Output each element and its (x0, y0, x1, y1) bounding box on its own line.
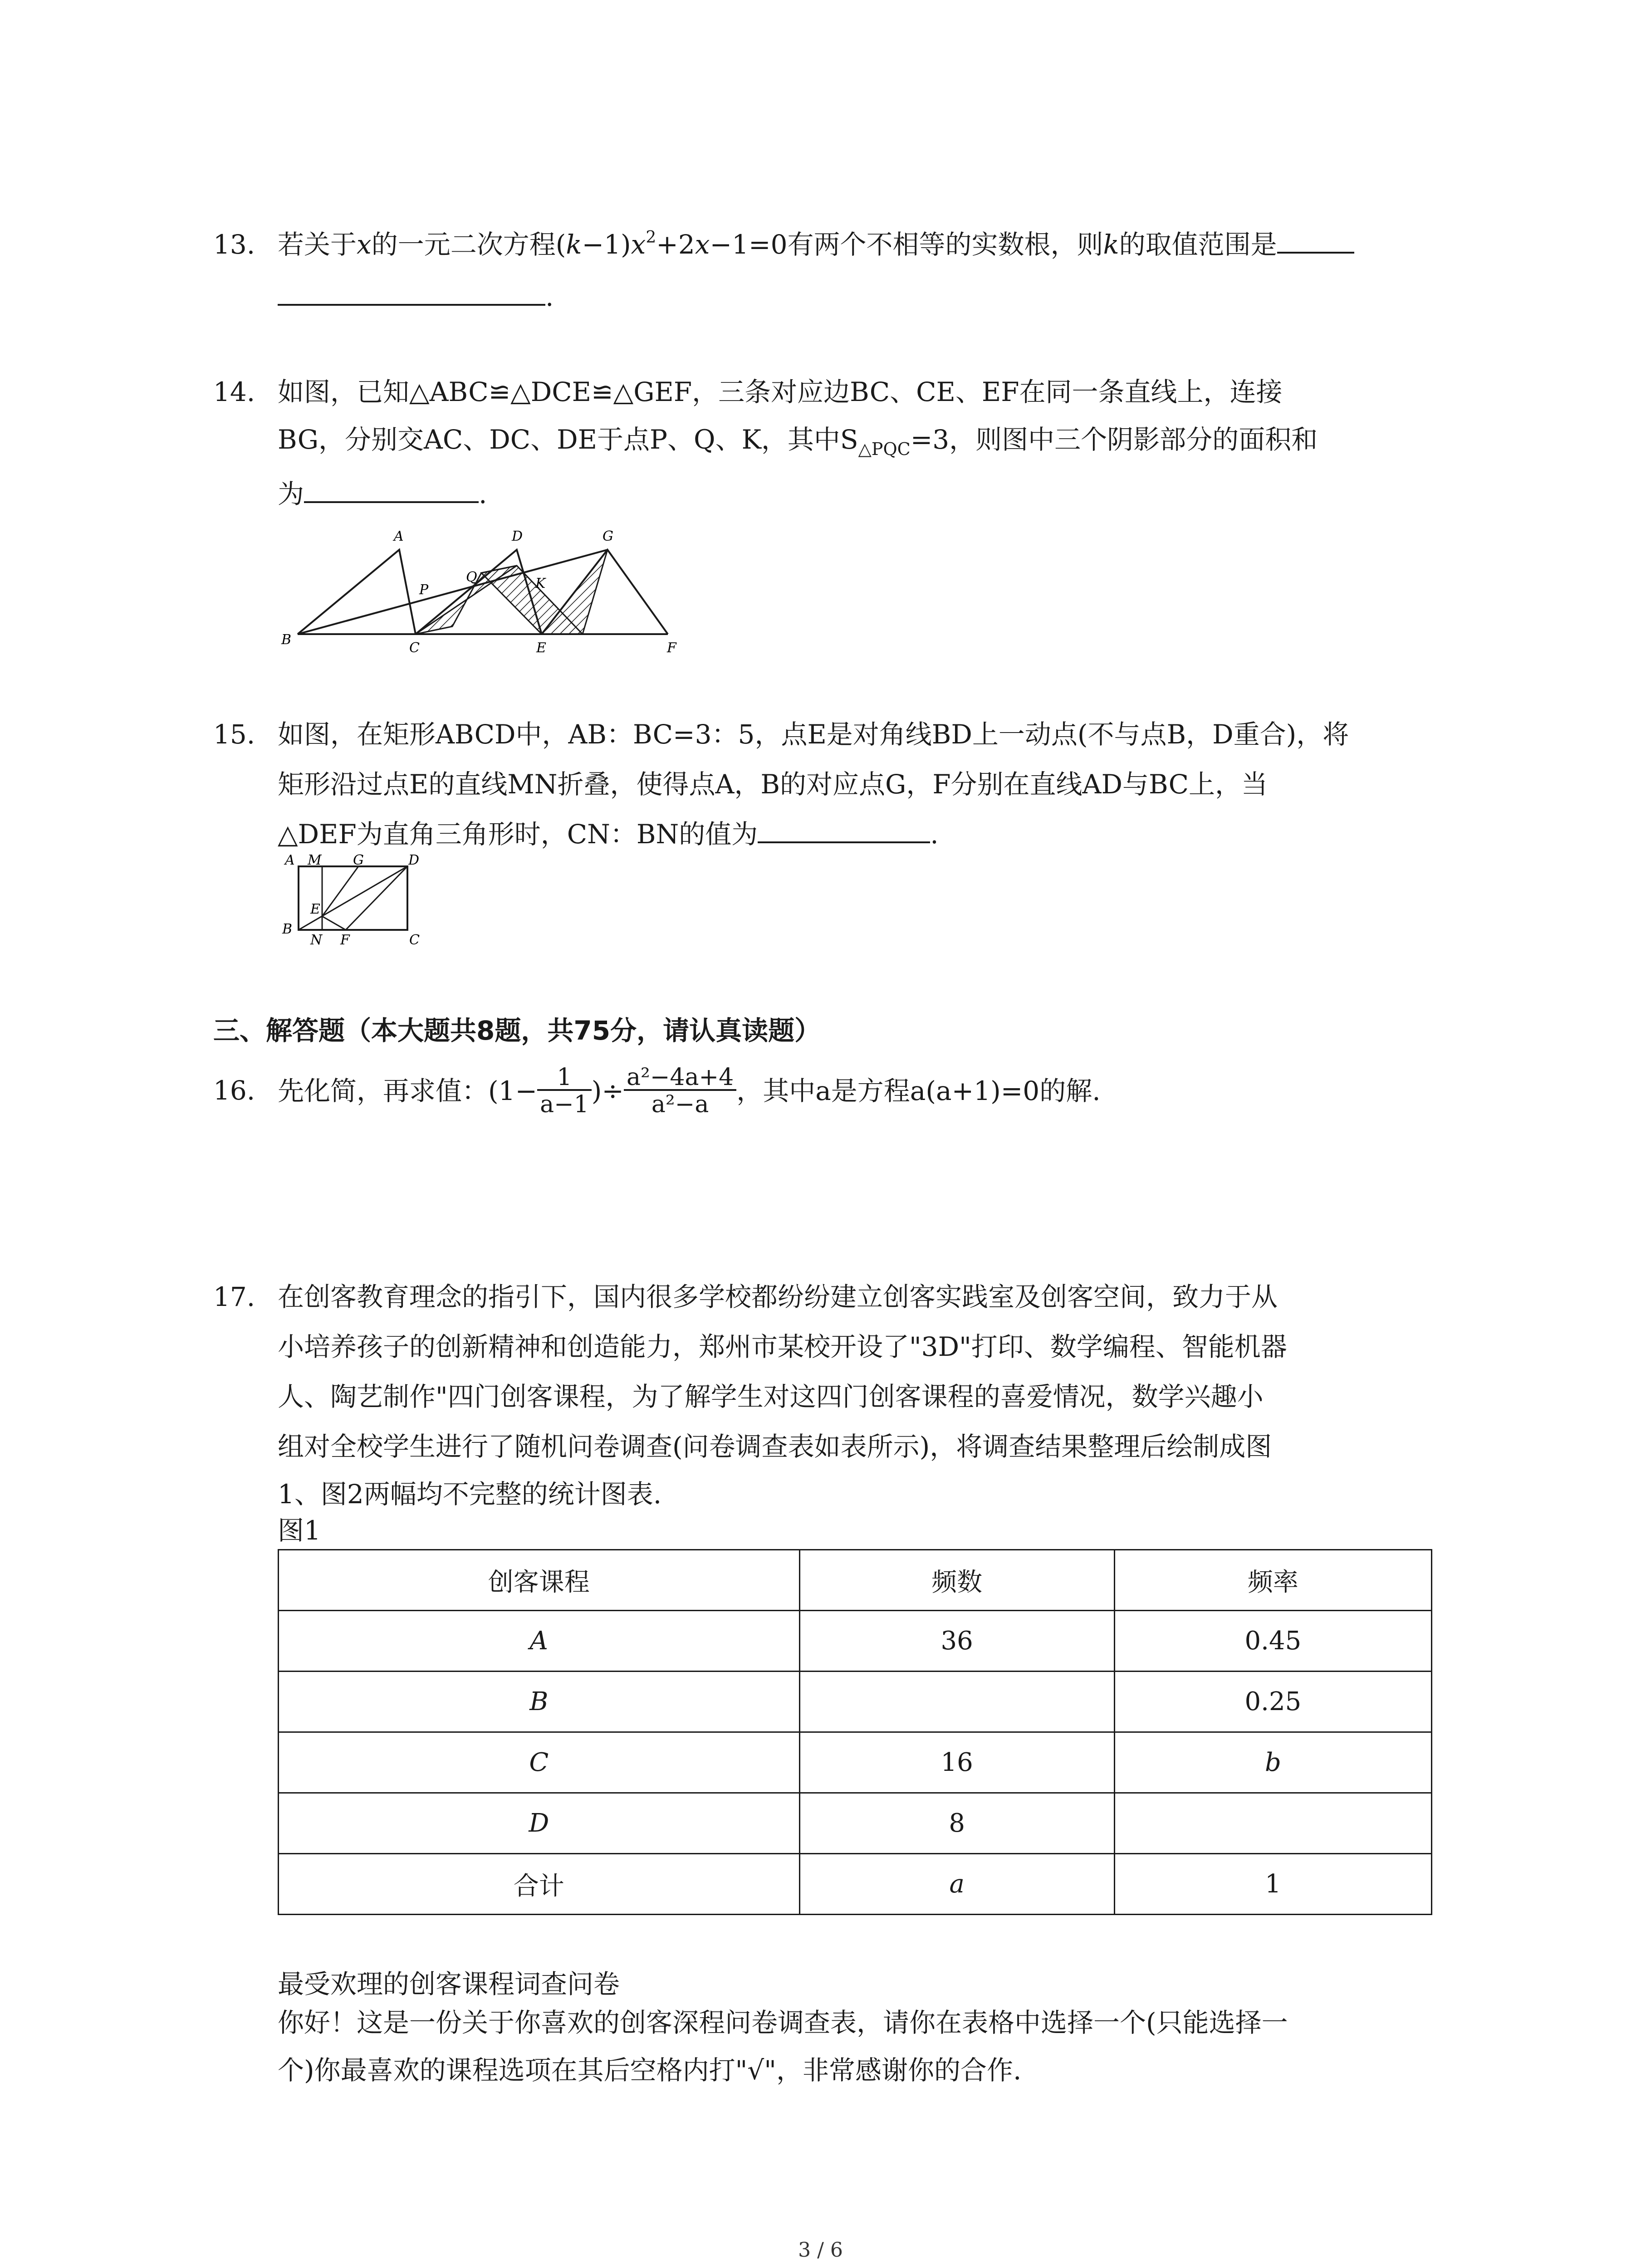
survey-title: 最受欢理的创客课程词查问卷 (278, 1969, 620, 1999)
table-header-row (279, 1550, 1432, 1611)
q16-fraction-1-numerator: 1 (557, 1064, 572, 1091)
fig-label-m: M (308, 853, 322, 868)
table-cell: C (279, 1732, 800, 1793)
q17-line4: 组对全校学生进行了随机问卷调查(问卷调查表如表所示)，将调查结果整理后绘制成图 (278, 1431, 1272, 1462)
table-cell: a (799, 1854, 1114, 1915)
table-header-cell: 频数 (799, 1550, 1114, 1611)
fig-label-f: F (340, 932, 350, 948)
frequency-table (278, 1549, 1432, 1915)
q15-rectangle-figure (272, 853, 436, 948)
table-header-cell: 创客课程 (279, 1550, 800, 1611)
fig-label-c: C (409, 640, 420, 656)
table-cell: 16 (799, 1732, 1114, 1793)
q13-exponent: 2 (646, 228, 656, 247)
q16-line (278, 1059, 1101, 1123)
triangle-abc (298, 550, 416, 634)
table-cell: 0.45 (1114, 1611, 1431, 1672)
fig-label-g: G (353, 853, 364, 868)
table-cell: D (279, 1793, 800, 1854)
table-cell: b (1114, 1732, 1431, 1793)
fig-label-n: N (310, 932, 323, 948)
q14-subscript: △PQC (858, 439, 911, 459)
q15-number: 15. (213, 719, 255, 750)
q13-var: k (566, 229, 582, 260)
q14-text: BG，分别交AC、DC、DE于点P、Q、K，其中S (278, 424, 858, 455)
q13-answer-blank-cont (278, 304, 545, 306)
fig-label-c: C (409, 932, 420, 948)
table-row (279, 1732, 1432, 1793)
q17-figure-label: 图1 (278, 1515, 321, 1546)
q15-period: . (930, 819, 939, 850)
q15-line2: 矩形沿过点E的直线MN折叠，使得点A，B的对应点G，F分别在直线AD与BC上，当 (278, 769, 1268, 800)
q13-text: −1=0有两个不相等的实数根，则 (710, 229, 1103, 260)
q16-fraction-1-denominator: a−1 (537, 1089, 592, 1116)
fig-label-g: G (603, 528, 613, 544)
diagonal-bd (299, 866, 407, 930)
fig-label-b: B (282, 921, 293, 937)
q13-line2 (278, 281, 554, 312)
q13-number: 13. (213, 229, 255, 260)
table-cell: A (279, 1611, 800, 1672)
q14-line2 (278, 424, 1318, 459)
q14-line3 (278, 481, 487, 507)
fig-label-d: D (512, 528, 523, 544)
q14-line1: 如图，已知△ABC≌△DCE≌△GEF，三条对应边BC、CE、EF在同一条直线上，连接 (278, 376, 1283, 407)
q14-triangle-figure (268, 513, 703, 662)
q16-fraction-2-numerator: a²−4a+4 (627, 1064, 734, 1091)
q15-line1: 如图，在矩形ABCD中，AB：BC=3：5，点E是对角线BD上一动点(不与点B，D重合)，将 (278, 719, 1349, 750)
q17-line5: 1、图2两幅均不完整的统计图表. (278, 1479, 662, 1510)
q16-fraction-2-denominator: a²−a (624, 1089, 736, 1116)
q17-line2: 小培养孩子的创新精神和创造能力，郑州市某校开设了"3D"打印、数学编程、智能机器 (278, 1331, 1287, 1362)
table-row (279, 1672, 1432, 1732)
q15-text: △DEF为直角三角形时，CN：BN的值为 (278, 819, 758, 850)
table-cell: 1 (1114, 1854, 1431, 1915)
fig-label-d: D (408, 853, 420, 868)
fig-label-e: E (536, 640, 546, 656)
table-cell: 36 (799, 1611, 1114, 1672)
page-number: 3 / 6 (798, 2239, 843, 2262)
table-cell: 合计 (279, 1854, 800, 1915)
q13-var: k (1103, 229, 1119, 260)
q15-line3 (278, 819, 939, 850)
q13-answer-blank (1277, 252, 1354, 254)
table-row (279, 1611, 1432, 1672)
q15-answer-blank (758, 841, 930, 843)
q13-text: 若关于 (278, 229, 357, 260)
fig-label-f: F (667, 640, 676, 656)
q16-text: )÷ (591, 1075, 624, 1106)
q13-text: 的取值范围是 (1119, 229, 1277, 260)
table-row (279, 1793, 1432, 1854)
segment-ef (322, 916, 346, 930)
table-cell: 0.25 (1114, 1672, 1431, 1732)
q17-number: 17. (213, 1281, 255, 1312)
table-header-cell: 频率 (1114, 1550, 1431, 1611)
q13-text: −1) (582, 229, 631, 260)
q13-var: x (695, 229, 710, 260)
fig-label-a: A (394, 528, 404, 544)
q16-text: ，其中a是方程a(a+1)=0的解. (736, 1075, 1101, 1106)
table-cell (1114, 1793, 1431, 1854)
section-heading: 三、解答题（本大题共8题，共75分，请认真读题） (213, 1015, 821, 1046)
table-cell: B (279, 1672, 800, 1732)
fig-label-b: B (281, 632, 292, 648)
q13-text: 的一元二次方程( (371, 229, 566, 260)
q14-answer-blank (304, 501, 479, 503)
q17-line1: 在创客教育理念的指引下，国内很多学校都纷纷建立创客实践室及创客空间，致力于从 (278, 1281, 1278, 1312)
survey-line2: 个)你最喜欢的课程选项在其后空格内打"√"，非常感谢你的合作. (278, 2055, 1022, 2086)
fig-label-q: Q (466, 569, 477, 585)
q14-text: =3，则图中三个阴影部分的面积和 (910, 424, 1318, 455)
q17-line3: 人、陶艺制作"四门创客课程，为了解学生对这四门创客课程的喜爱情况，数学兴趣小 (278, 1381, 1264, 1412)
q13-text: +2 (656, 229, 695, 260)
segment-fd (346, 866, 407, 930)
q16-fraction-2 (624, 1066, 736, 1116)
q14-number: 14. (213, 376, 255, 407)
fig-label-a: A (285, 853, 295, 868)
q14-text: 为 (278, 479, 304, 509)
q16-number: 16. (213, 1075, 255, 1106)
fig-label-k: K (535, 576, 546, 591)
fig-label-e: E (310, 901, 320, 917)
segment-eg (322, 866, 358, 916)
q13-period: . (545, 281, 554, 312)
q13-line1 (278, 228, 1354, 260)
table-cell (799, 1672, 1114, 1732)
survey-line1: 你好！这是一份关于你喜欢的创客深程问卷调查表，请你在表格中选择一个(只能选择一 (278, 2007, 1288, 2038)
fig-label-p: P (419, 582, 429, 598)
table-total-row (279, 1854, 1432, 1915)
q13-var: x (357, 229, 372, 260)
q16-fraction-1 (537, 1066, 592, 1116)
q16-text: 先化简，再求值：(1− (278, 1075, 538, 1106)
table-cell: 8 (799, 1793, 1114, 1854)
q14-period: . (479, 479, 487, 509)
q13-var: x (631, 229, 646, 260)
